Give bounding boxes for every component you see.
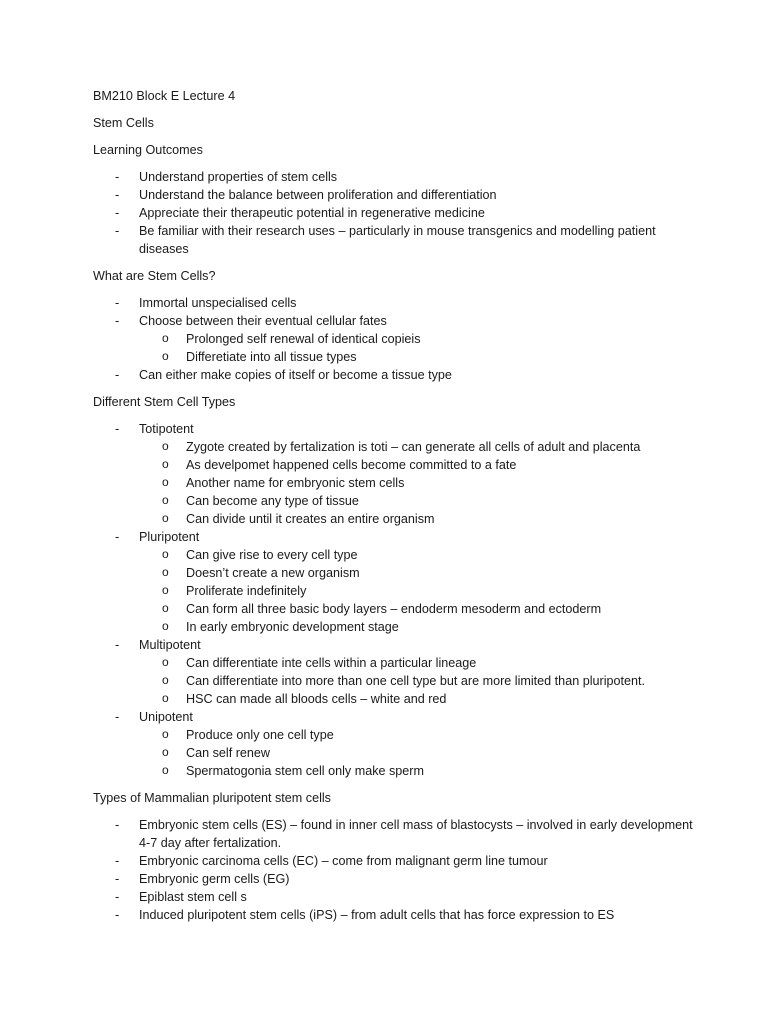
bullet-list xyxy=(93,420,693,780)
list-item-text: Induced pluripotent stem cells (iPS) – from adult cells that has force expression to ES xyxy=(139,908,615,922)
list-item xyxy=(93,168,693,186)
sub-list-item: o Can differentiate into more than one cell type but are more limited than pluripotent. xyxy=(139,672,693,690)
list-item xyxy=(93,186,693,204)
list-item-text: Embryonic carcinoma cells (EC) – come from malignant germ line tumour xyxy=(139,854,548,868)
sub-list-item: o Can form all three basic body layers – endoderm mesoderm and ectoderm xyxy=(139,600,693,618)
list-item-text: Immortal unspecialised cells xyxy=(139,296,297,310)
bullet-list xyxy=(93,816,693,924)
sub-list-item: o In early embryonic development stage xyxy=(139,618,693,636)
list-item xyxy=(93,204,693,222)
sub-bullet-list xyxy=(139,438,693,528)
sub-list-item: o Another name for embryonic stem cells xyxy=(139,474,693,492)
list-item-text: Epiblast stem cell s xyxy=(139,890,247,904)
sub-list-item: o Can self renew xyxy=(139,744,693,762)
sub-list-item: o Zygote created by fertalization is toti – can generate all cells of adult and placenta xyxy=(139,438,693,456)
document-body xyxy=(93,87,693,933)
sub-list-item: o Spermatogonia stem cell only make sperm xyxy=(139,762,693,780)
list-item-text: Embryonic stem cells (ES) – found in inner cell mass of blastocysts – involved in early development 4-7 day after fertalization. xyxy=(139,818,693,850)
list-item-text: Embryonic germ cells (EG) xyxy=(139,872,290,886)
list-item-text: Understand properties of stem cells xyxy=(139,170,338,184)
sub-list-item: o Doesn’t create a new organism xyxy=(139,564,693,582)
sub-list-item: o Produce only one cell type xyxy=(139,726,693,744)
list-item-text: Multipotent xyxy=(139,638,201,652)
list-item xyxy=(93,870,693,888)
list-item xyxy=(93,888,693,906)
section-heading: Different Stem Cell Types xyxy=(93,395,236,409)
sub-list-item: o Can divide until it creates an entire organism xyxy=(139,510,693,528)
list-item-text: Unipotent xyxy=(139,710,193,724)
document-title: BM210 Block E Lecture 4 xyxy=(93,89,236,103)
list-item xyxy=(93,708,693,780)
list-item-text: Totipotent xyxy=(139,422,194,436)
list-item-text: Can either make copies of itself or become a tissue type xyxy=(139,368,452,382)
sub-list-item: o Differetiate into all tissue types xyxy=(139,348,693,366)
list-item xyxy=(93,816,693,852)
sub-bullet-list xyxy=(139,546,693,636)
list-item xyxy=(93,366,693,384)
list-item xyxy=(93,852,693,870)
sub-list-item: o Can give rise to every cell type xyxy=(139,546,693,564)
list-item-text: Appreciate their therapeutic potential in regenerative medicine xyxy=(139,206,485,220)
sub-bullet-list xyxy=(139,654,693,708)
sub-bullet-list xyxy=(139,726,693,780)
sub-list-item: o As develpomet happened cells become committed to a fate xyxy=(139,456,693,474)
sub-list-item: o Can differentiate inte cells within a particular lineage xyxy=(139,654,693,672)
sub-list-item: o Proliferate indefinitely xyxy=(139,582,693,600)
list-item-text: Be familiar with their research uses – particularly in mouse transgenics and modelling patient diseases xyxy=(139,224,656,256)
list-item xyxy=(93,528,693,636)
sub-list-item: o Can become any type of tissue xyxy=(139,492,693,510)
sections-container xyxy=(93,141,693,924)
bullet-list xyxy=(93,294,693,384)
sub-bullet-list xyxy=(139,330,693,366)
list-item xyxy=(93,312,693,366)
list-item xyxy=(93,294,693,312)
sub-list-item: o Prolonged self renewal of identical copieis xyxy=(139,330,693,348)
list-item xyxy=(93,420,693,528)
document-subtitle: Stem Cells xyxy=(93,116,154,130)
list-item xyxy=(93,636,693,708)
list-item-text: Pluripotent xyxy=(139,530,200,544)
list-item-text: Choose between their eventual cellular fates xyxy=(139,314,387,328)
list-item xyxy=(93,222,693,258)
section-heading: Types of Mammalian pluripotent stem cells xyxy=(93,791,331,805)
section-heading: What are Stem Cells? xyxy=(93,269,216,283)
sub-list-item: o HSC can made all bloods cells – white and red xyxy=(139,690,693,708)
list-item-text: Understand the balance between proliferation and differentiation xyxy=(139,188,497,202)
section-heading: Learning Outcomes xyxy=(93,143,203,157)
list-item xyxy=(93,906,693,924)
bullet-list xyxy=(93,168,693,258)
